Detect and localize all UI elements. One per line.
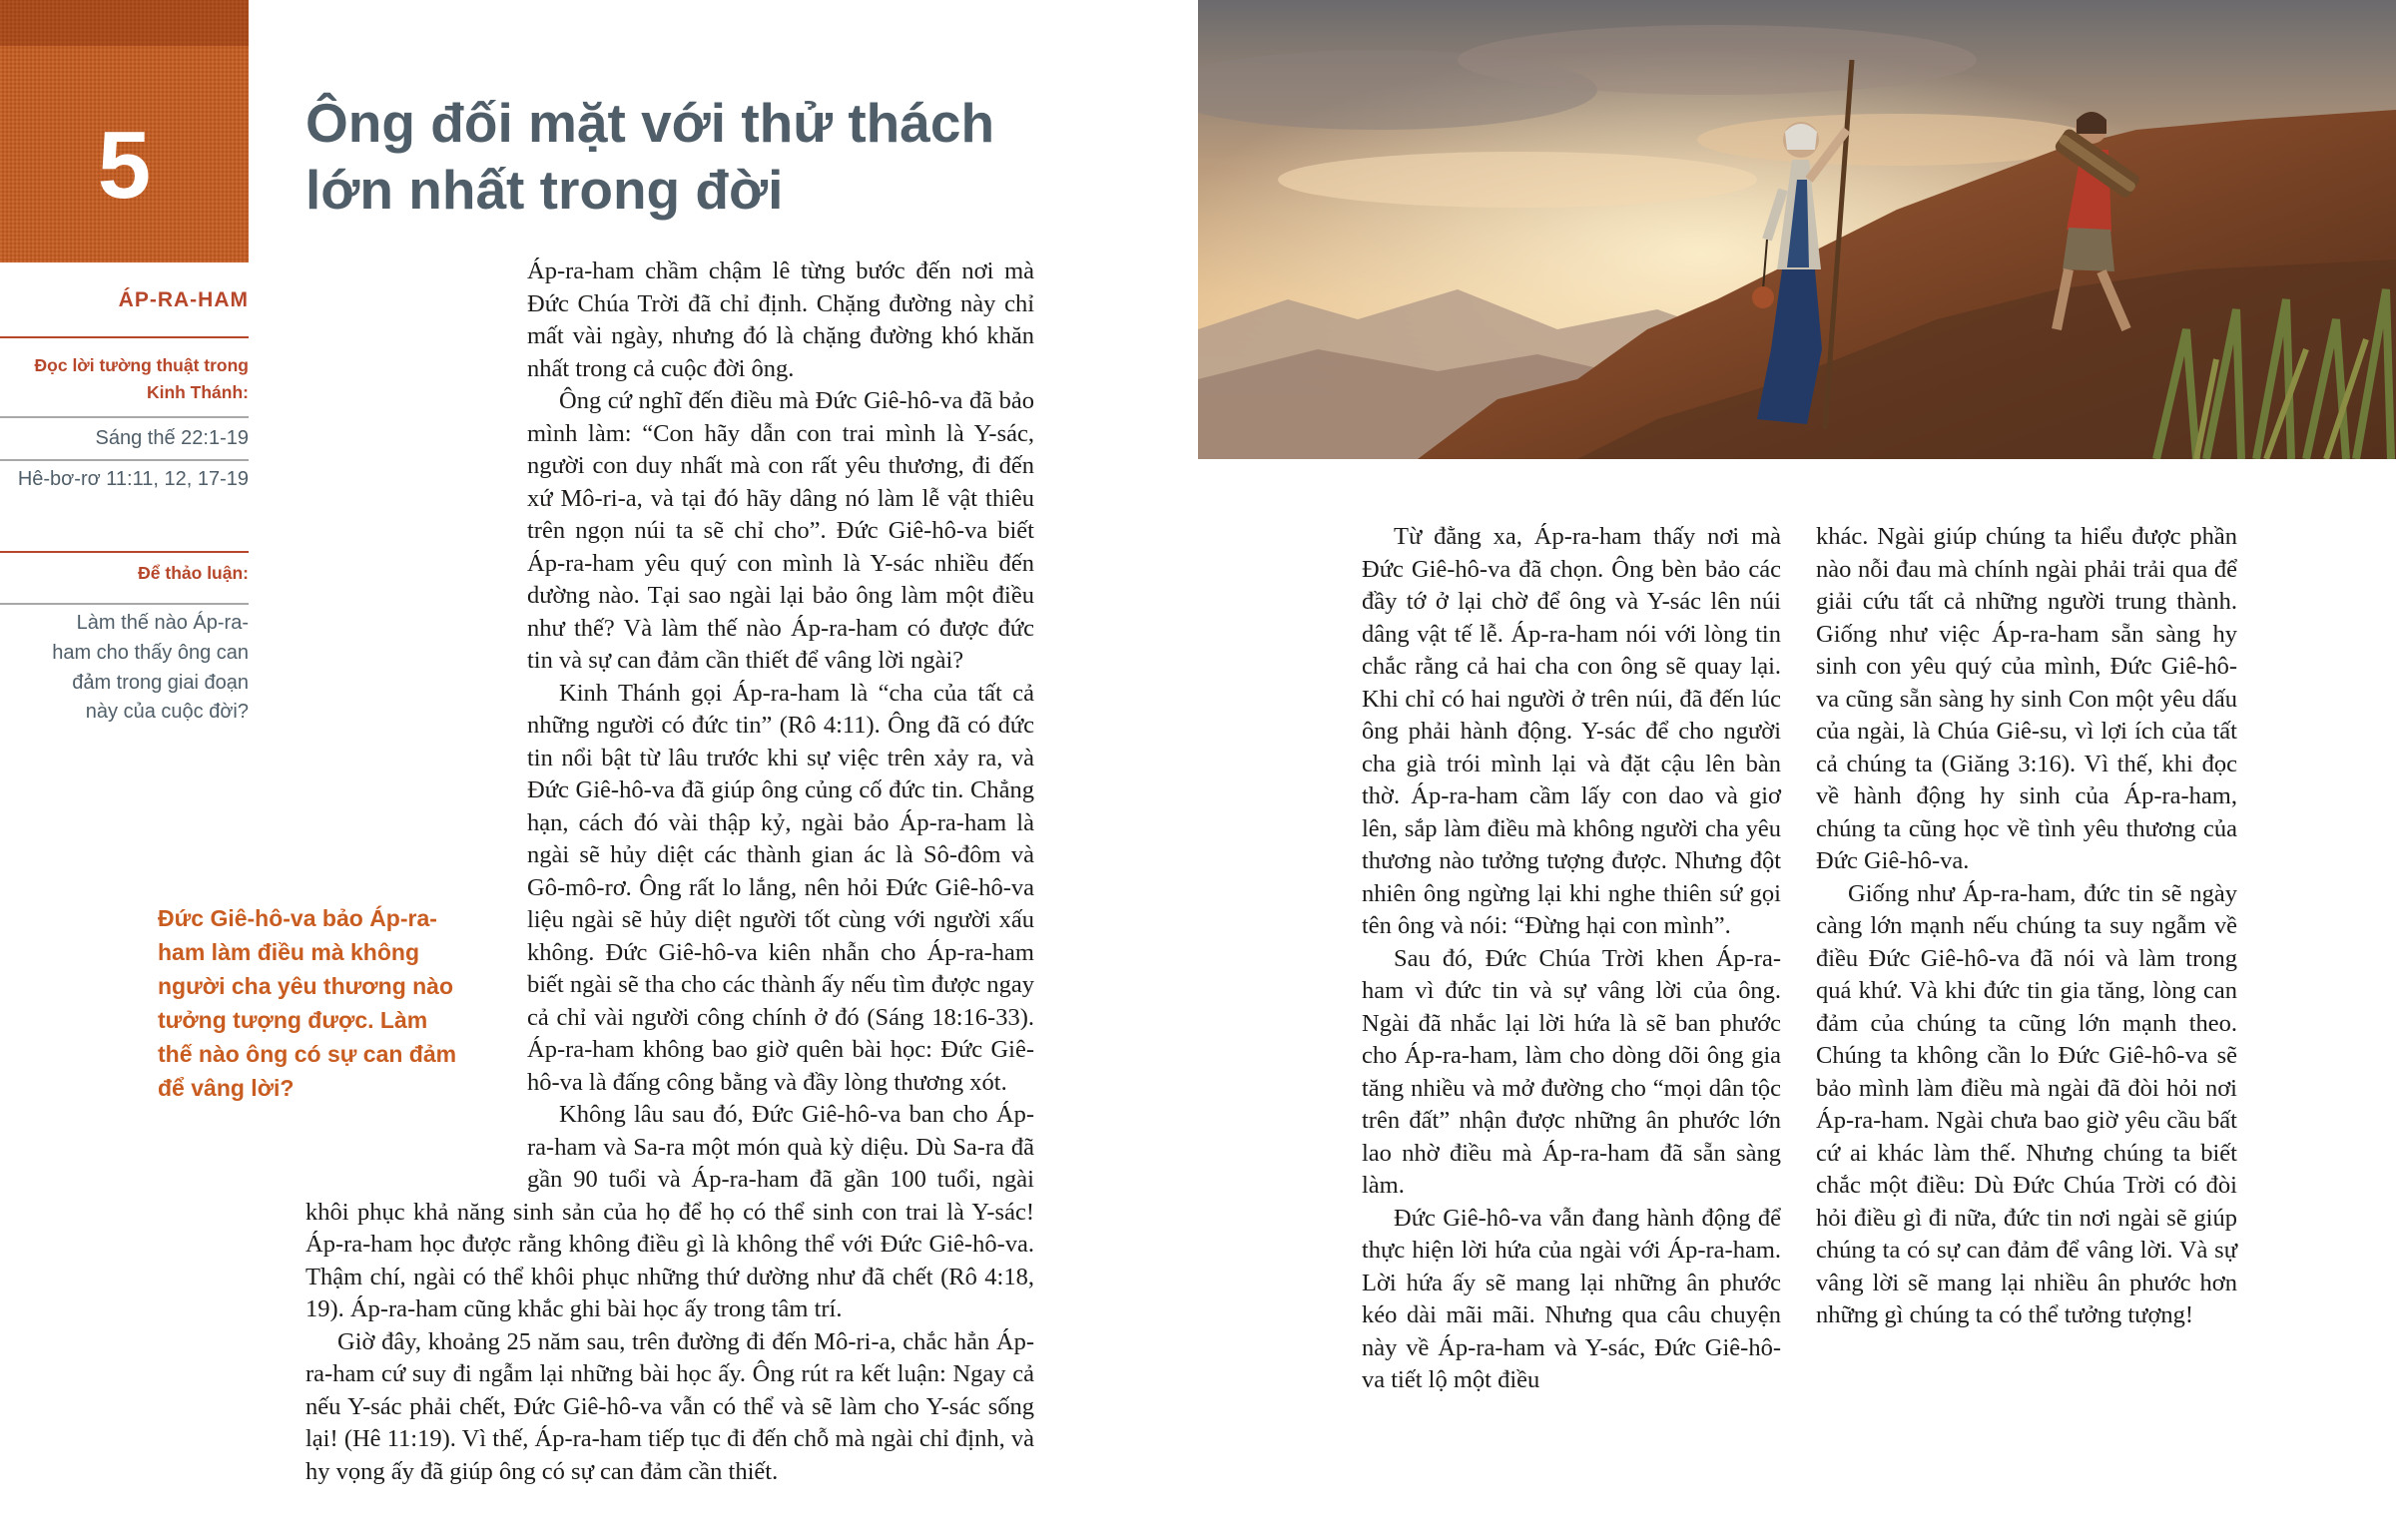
paragraph: Giống như Áp-ra-ham, đức tin sẽ ngày càng lớn mạnh nếu chúng ta suy ngẫm về điều Đức Giê-hô-va đã nói và làm trong quá khứ. Và khi đức tin gia tăng, lòng can đảm của chúng ta cũng lớn mạnh theo. Chúng ta không cần lo Đức Giê-hô-va sẽ bảo mình làm điều mà ngài đã đòi hỏi nơi Áp-ra-ham. Ngài chưa bao giờ yêu cầu bất cứ ai khác làm thế. Nhưng chúng ta biết chắc một điều: Dù Đức Chúa Trời có đòi hỏi điều gì đi nữa, đức tin nơi ngài sẽ giúp chúng ta có sự can đảm để vâng lời. Và sự vâng lời sẽ mang lại nhiều ân phước hơn những gì chúng ta có thể tưởng tượng! bbox=[1816, 879, 2237, 1328]
sidebar-divider bbox=[0, 459, 249, 461]
paragraph: khác. Ngài giúp chúng ta hiểu được phần nào nỗi đau mà chính ngài phải trải qua để giải cứu tất cả những người trung thành. Giống như việc Áp-ra-ham sẵn sàng hy sinh con yêu quý của mình, Đức Giê-hô-va cũng sẵn sàng hy sinh Con một yêu dấu của ngài, là Chúa Giê-su, vì lợi ích của tất cả chúng ta (Giăng 3:16). Vì thế, khi đọc về hành động hy sinh của Áp-ra-ham, chúng ta cũng học về tình yêu thương của Đức Giê-hô-va. bbox=[1816, 523, 2237, 874]
sidebar-rule bbox=[0, 336, 249, 338]
sidebar-divider bbox=[0, 603, 249, 605]
sidebar-divider bbox=[0, 416, 249, 418]
character-name: ÁP-RA-HAM bbox=[118, 288, 249, 311]
paragraph: Kinh Thánh gọi Áp-ra-ham là “cha của tất cả những người có đức tin” (Rô 4:11). Ông đã có đức tin nổi bật từ lâu trước khi sự việc trên xảy ra, và Đức Giê-hô-va đã giúp ông củng cố đức tin. Chẳng hạn, cách đó vài thập kỷ, ngài bảo Áp-ra-ham là ngài sẽ hủy diệt các thành gian ác là Sô-đôm và Gô-mô-rơ. Ông rất lo lắng, nên hỏi Đức Giê-hô-va liệu ngài sẽ hủy diệt người tốt cùng với người xấu không. Đức Giê-hô-va kiên nhẫn cho Áp-ra-ham biết ngài sẽ tha cho các thành ấy nếu tìm được ngay cả chỉ vài người công chính ở đó (Sáng 18:16-33). Áp-ra-ham không bao giờ quên bài học: Đức Giê-hô-va là đấng công bằng và đầy lòng thương xót. bbox=[527, 679, 1034, 1096]
scripture-reference-2: Hê-bơ-rơ 11:11, 12, 17-19 bbox=[17, 468, 249, 490]
paragraph: Giờ đây, khoảng 25 năm sau, trên đường đi đến Mô-ri-a, chắc hẳn Áp-ra-ham cứ suy đi ngẫm lại những bài học ấy. Ông rút ra kết luận: Ngay cả nếu Y-sác phải chết, Đức Giê-hô-va vẫn có thể và sẽ làm cho Y-sác sống lại! (Hê 11:19). Vì thế, Áp-ra-ham tiếp tục đi đến chỗ mà ngài chỉ định, và hy vọng ấy đã giúp ông có sự can đảm cần thiết. bbox=[305, 1327, 1034, 1485]
chapter-tab bbox=[0, 0, 249, 262]
discussion-question: Làm thế nào Áp-ra-ham cho thấy ông can đảm trong giai đoạn này của cuộc đời? bbox=[52, 612, 249, 724]
paragraph: Áp-ra-ham chầm chậm lê từng bước đến nơi mà Đức Chúa Trời đã chỉ định. Chặng đường này chỉ mất vài ngày, nhưng đó là chặng đường khó khăn nhất trong cả cuộc đời ông. bbox=[527, 257, 1034, 382]
discussion-label: Để thảo luận: bbox=[138, 563, 249, 583]
sidebar-rule bbox=[0, 551, 249, 553]
article-column-2 bbox=[1362, 521, 1781, 1397]
article-column-1 bbox=[305, 256, 1034, 1488]
page-title: Ông đối mặt với thử thách lớn nhất trong đời bbox=[305, 92, 995, 221]
paragraph: Đức Giê-hô-va vẫn đang hành động để thực hiện lời hứa của ngài với Áp-ra-ham. Lời hứa ấy sẽ mang lại những ân phước kéo dài mãi mãi. Nhưng qua câu chuyện này về Áp-ra-ham và Y-sác, Đức Giê-hô-va tiết lộ một điều bbox=[1362, 1204, 1781, 1393]
article-column-3 bbox=[1816, 521, 2237, 1332]
paragraph: Từ đằng xa, Áp-ra-ham thấy nơi mà Đức Giê-hô-va đã chọn. Ông bèn bảo các đầy tớ ở lại chờ để ông và Y-sác lên núi dâng vật tế lễ. Áp-ra-ham nói với lòng tin chắc rằng cả hai cha con ông sẽ quay lại. Khi chỉ có hai người ở trên núi, đã đến lúc ông phải hành động. Y-sác để cho người cha già trói mình lại và đặt cậu lên bàn thờ. Áp-ra-ham cầm lấy con dao và giơ lên, sắp làm điều mà không người cha yêu thương nào tưởng tượng được. Nhưng đột nhiên ông ngừng lại khi nghe thiên sứ gọi tên ông và nói: “Đừng hại con mình”. bbox=[1362, 523, 1781, 939]
abraham-isaac-illustration bbox=[1198, 0, 2396, 459]
scripture-reference-1: Sáng thế 22:1-19 bbox=[95, 427, 249, 449]
paragraph: Ông cứ nghĩ đến điều mà Đức Giê-hô-va đã bảo mình làm: “Con hãy dẫn con trai mình là Y-sác, người con duy nhất mà con rất yêu thương, đi đến xứ Mô-ri-a, và tại đó hãy dâng nó làm lễ vật thiêu trên ngọn núi ta sẽ chỉ cho”. Đức Giê-hô-va biết Áp-ra-ham yêu quý con mình là Y-sác nhiều đến dường nào. Tại sao ngài lại bảo ông làm một điều như thế? Và làm thế nào Áp-ra-ham có được đức tin và sự can đảm cần thiết để vâng lời ngài? bbox=[527, 387, 1034, 674]
read-label: Đọc lời tường thuật trong Kinh Thánh: bbox=[34, 355, 249, 402]
chapter-number: 5 bbox=[97, 112, 152, 219]
paragraph: Không lâu sau đó, Đức Giê-hô-va ban cho Áp-ra-ham và Sa-ra một món quà kỳ diệu. Dù Sa-ra đã gần 90 tuổi và Áp-ra-ham đã gần 100 tuổi, ngài khôi phục khả năng sinh sản của họ để họ có thể sinh con trai là Y-sác! Áp-ra-ham học được rằng không điều gì là không thể với Đức Giê-hô-va. Thậm chí, ngài có thể khôi phục những thứ dường như đã chết (Rô 4:18, 19). Áp-ra-ham cũng khắc ghi bài học ấy trong tâm trí. bbox=[305, 1101, 1034, 1322]
paragraph: Sau đó, Đức Chúa Trời khen Áp-ra-ham vì đức tin và sự vâng lời của ông. Ngài đã nhắc lại lời hứa là sẽ ban phước cho Áp-ra-ham, làm cho dòng dõi ông gia tăng nhiều và mở đường cho “mọi dân tộc trên đất” nhận được những ân phước lớn lao nhờ điều mà Áp-ra-ham đã sẵn sàng làm. bbox=[1362, 944, 1781, 1199]
pull-quote: Đức Giê-hô-va bảo Áp-ra-ham làm điều mà không người cha yêu thương nào tưởng tượng được. Làm thế nào ông có sự can đảm để vâng lời? bbox=[158, 905, 457, 1101]
